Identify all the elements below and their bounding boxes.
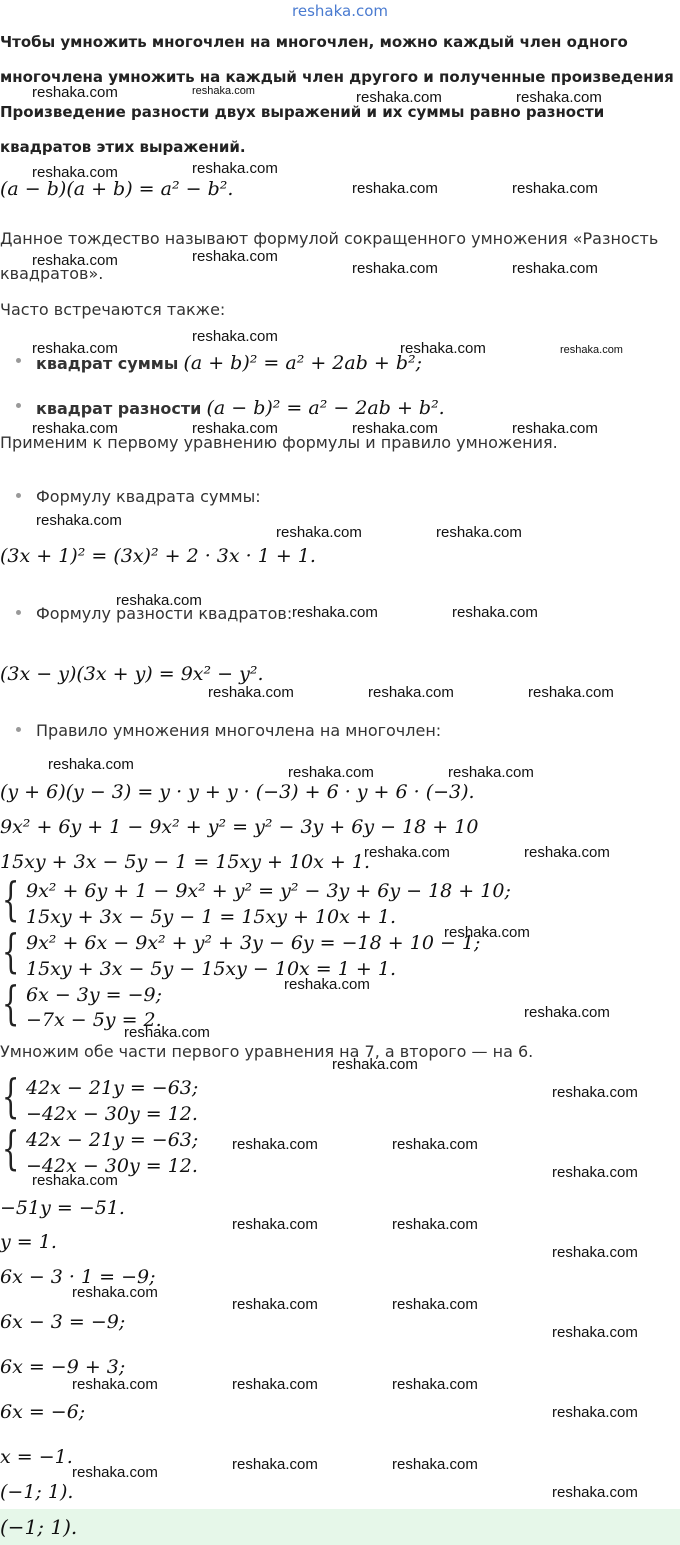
math-line: 9x² + 6y + 1 − 9x² + y² = y² − 3y + 6y − 18 + 10 [0,816,479,838]
brace-icon: { [1,872,20,926]
solution-line: x = −1. [0,1446,73,1468]
brace-icon: { [1,1121,20,1175]
watermark: reshaka.com [352,180,438,197]
system-line: 15xy + 3x − 5y − 15xy − 10x = 1 + 1. [26,958,396,980]
sq-diff-label: квадрат разности [36,399,202,418]
watermark: reshaka.com [552,1164,638,1181]
formula-diff-squares: (a − b)(a + b) = a² − b². [0,178,234,200]
bullet-icon [16,403,21,408]
solution-line: 6x − 3 = −9; [0,1311,126,1333]
watermark: reshaka.com [392,1216,478,1233]
watermark: reshaka.com [392,1456,478,1473]
identity-note: Данное тождество называют формулой сокращенного умножения «Разность [0,229,659,248]
math-line: (3x − y)(3x + y) = 9x² − y². [0,663,264,685]
watermark: reshaka.com [524,1004,610,1021]
also-text: Часто встречаются также: [0,300,226,319]
watermark: reshaka.com [292,604,378,621]
bullet-icon [16,358,21,363]
watermark: reshaka.com [232,1216,318,1233]
watermark: reshaka.com [72,1284,158,1301]
system-line: −42x − 30y = 12. [26,1155,198,1177]
watermark: reshaka.com [392,1376,478,1393]
watermark: reshaka.com [552,1244,638,1261]
watermark: reshaka.com [124,1024,210,1041]
watermark: reshaka.com [32,252,118,269]
math-line: (3x + 1)² = (3x)² + 2 · 3x · 1 + 1. [0,545,316,567]
watermark: reshaka.com [32,340,118,357]
watermark: reshaka.com [512,180,598,197]
watermark: reshaka.com [232,1376,318,1393]
step-label: Правило умножения многочлена на многочлен: [36,721,442,740]
solution-line: (−1; 1). [0,1481,74,1503]
watermark: reshaka.com [36,512,122,529]
math-line: (y + 6)(y − 3) = y · y + y · (−3) + 6 · y + 6 · (−3). [0,781,475,803]
watermark: reshaka.com [32,420,118,437]
intro-line-2: многочлена умножить на каждый член другого и полученные произведения [0,68,674,86]
intro-line-1: Чтобы умножить многочлен на многочлен, можно каждый член одного [0,33,628,51]
watermark: reshaka.com [516,89,602,106]
bullet-icon [16,493,21,498]
watermark: reshaka.com [560,344,623,356]
watermark: reshaka.com [284,976,370,993]
intro-line-4: квадратов этих выражений. [0,138,246,156]
solution-line: 6x − 3 · 1 = −9; [0,1266,156,1288]
watermark: reshaka.com [192,420,278,437]
watermark: reshaka.com [352,260,438,277]
watermark: reshaka.com [232,1296,318,1313]
sq-sum-formula: (a + b)² = a² + 2ab + b²; [183,352,423,374]
watermark: reshaka.com [32,1172,118,1189]
watermark: reshaka.com [232,1136,318,1153]
watermark: reshaka.com [528,684,614,701]
list-item [36,397,445,419]
watermark: reshaka.com [32,164,118,181]
watermark: reshaka.com [232,1456,318,1473]
watermark: reshaka.com [368,684,454,701]
apply-text: Применим к первому уравнению формулы и правило умножения. [0,433,558,452]
watermark: reshaka.com [352,420,438,437]
system-line: 9x² + 6x − 9x² + y² + 3y − 6y = −18 + 10 − 1; [26,932,481,954]
system-line: −7x − 5y = 2. [26,1009,162,1031]
watermark: reshaka.com [32,84,118,101]
watermark: reshaka.com [512,260,598,277]
watermark: reshaka.com [192,85,255,97]
watermark: reshaka.com [276,524,362,541]
watermark: reshaka.com [400,340,486,357]
answer-value: (−1; 1). [0,1515,78,1539]
watermark: reshaka.com [288,764,374,781]
watermark: reshaka.com [392,1136,478,1153]
watermark: reshaka.com [192,328,278,345]
watermark: reshaka.com [332,1056,418,1073]
step-label: Формулу разности квадратов: [36,604,293,623]
identity-note-2: квадратов». [0,264,104,283]
watermark: reshaka.com [552,1484,638,1501]
system-line: 15xy + 3x − 5y − 1 = 15xy + 10x + 1. [26,906,396,928]
solution-line: −51y = −51. [0,1197,125,1219]
watermark: reshaka.com [552,1404,638,1421]
system-line: 42x − 21y = −63; [26,1077,199,1099]
watermark: reshaka.com [48,756,134,773]
multiply-note: Умножим обе части первого уравнения на 7, а второго — на 6. [0,1042,534,1061]
watermark: reshaka.com [552,1324,638,1341]
answer-box [0,1509,680,1545]
watermark: reshaka.com [356,89,442,106]
system-line: −42x − 30y = 12. [26,1103,198,1125]
watermark: reshaka.com [72,1464,158,1481]
system-line: 42x − 21y = −63; [26,1129,199,1151]
step-label: Формулу квадрата суммы: [36,487,261,506]
brace-icon: { [1,976,20,1030]
watermark: reshaka.com [392,1296,478,1313]
math-line: 15xy + 3x − 5y − 1 = 15xy + 10x + 1. [0,851,370,873]
bullet-icon [16,727,21,732]
watermark: reshaka.com [72,1376,158,1393]
bullet-icon [16,610,21,615]
watermark: reshaka.com [444,924,530,941]
watermark: reshaka.com [116,592,202,609]
sq-diff-formula: (a − b)² = a² − 2ab + b². [206,397,445,419]
watermark: reshaka.com [192,248,278,265]
watermark: reshaka.com [452,604,538,621]
site-link[interactable]: reshaka.com [292,2,388,20]
watermark: reshaka.com [512,420,598,437]
sq-sum-label: квадрат суммы [36,354,179,373]
solution-line: 6x = −6; [0,1401,86,1423]
watermark: reshaka.com [208,684,294,701]
list-item [36,721,441,740]
watermark: reshaka.com [436,524,522,541]
watermark: reshaka.com [552,1084,638,1101]
solution-line: y = 1. [0,1231,57,1253]
system-line: 6x − 3y = −9; [26,984,163,1006]
brace-icon: { [1,1069,20,1123]
watermark: reshaka.com [524,844,610,861]
intro-line-3: Произведение разности двух выражений и их суммы равно разности [0,103,605,121]
solution-line: 6x = −9 + 3; [0,1356,126,1378]
system-line: 9x² + 6y + 1 − 9x² + y² = y² − 3y + 6y − 18 + 10; [26,880,511,902]
watermark: reshaka.com [192,160,278,177]
watermark: reshaka.com [448,764,534,781]
watermark: reshaka.com [364,844,450,861]
brace-icon: { [1,924,20,978]
list-item [36,487,261,506]
